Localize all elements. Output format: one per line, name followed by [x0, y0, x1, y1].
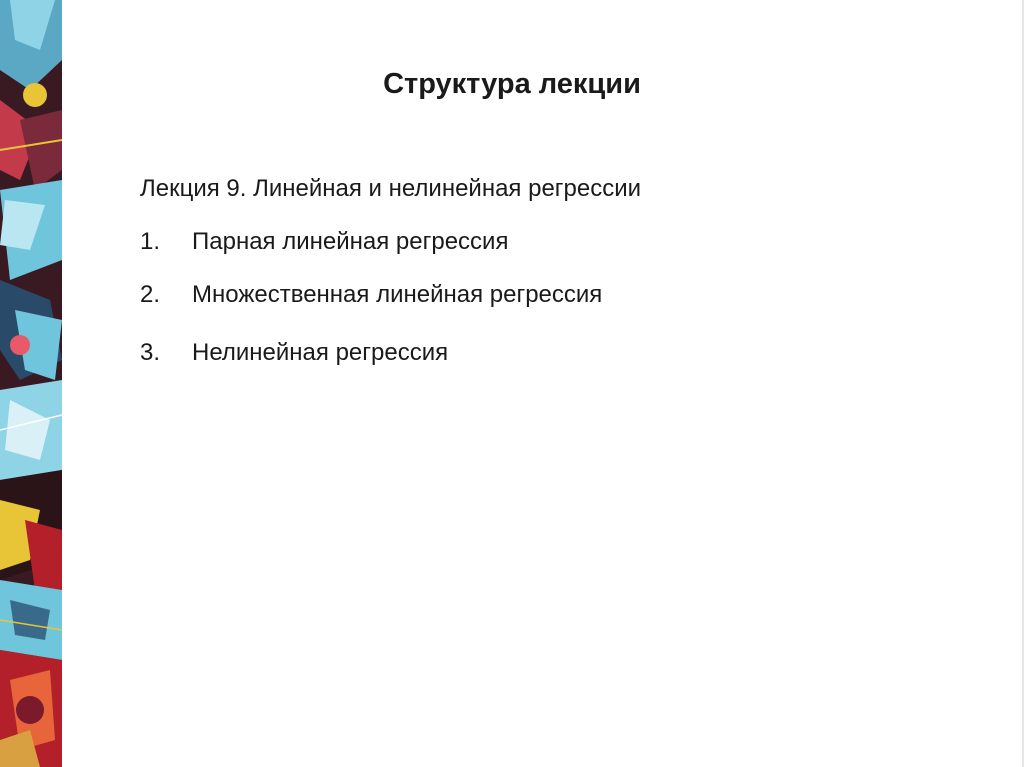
slide-title-text: Структура лекции	[383, 68, 641, 100]
slide-title	[0, 68, 1024, 101]
lecture-heading: Лекция 9. Линейная и нелинейная регрессии	[140, 175, 642, 202]
decorative-art-strip	[0, 0, 62, 767]
list-item-text: Парная линейная регрессия	[192, 228, 509, 255]
list-item	[140, 281, 602, 310]
list-item-number: 1.	[140, 228, 161, 255]
list-item	[140, 339, 448, 368]
list-item-text: Множественная линейная регрессия	[192, 281, 603, 308]
list-item-number: 2.	[140, 281, 161, 308]
list-item-text: Нелинейная регрессия	[192, 339, 449, 366]
list-item-number: 3.	[140, 339, 161, 366]
list-item	[140, 228, 508, 257]
